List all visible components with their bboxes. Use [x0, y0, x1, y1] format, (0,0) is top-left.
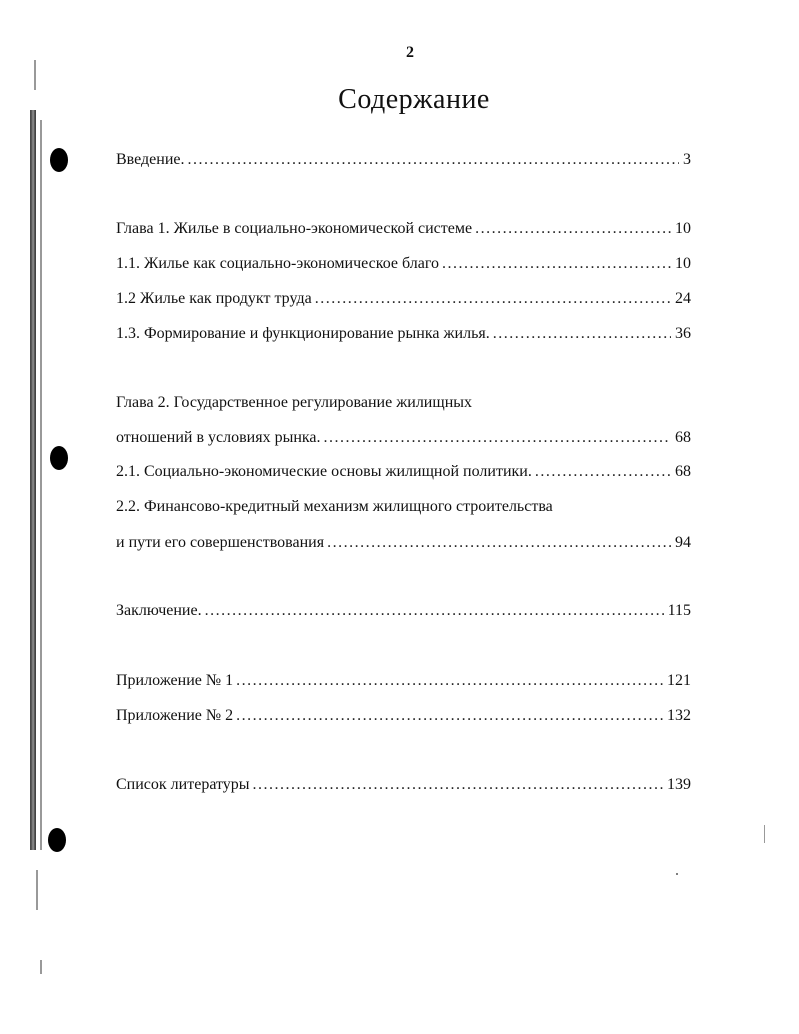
toc-entry-label: Заключение. — [116, 602, 202, 619]
punch-hole — [50, 446, 68, 470]
toc-entry-section-2-1 — [116, 461, 691, 483]
toc-entry-page: 24 — [675, 290, 691, 307]
page-title: Содержание — [338, 84, 490, 115]
toc-entry-appendix-2 — [116, 705, 691, 727]
dot-leader — [315, 288, 671, 310]
toc-entry-chapter-2-line-1: Глава 2. Государственное регулирование жилищных — [116, 394, 472, 411]
toc-entry-label: Приложение № 1 — [116, 672, 234, 689]
toc-entry-section-2-2 — [116, 532, 691, 554]
dot-leader — [188, 149, 680, 171]
toc-entry-conclusion — [116, 600, 691, 622]
toc-entry-appendix-1 — [116, 670, 691, 692]
dot-leader — [324, 427, 671, 449]
table-of-contents — [116, 0, 691, 1034]
dot-leader — [493, 323, 671, 345]
toc-entry-section-1-3 — [116, 323, 691, 345]
toc-entry-chapter-1 — [116, 218, 691, 240]
toc-entry-section-2-2-line-1: 2.2. Финансово-кредитный механизм жилищного строительства — [116, 498, 553, 515]
toc-entry-section-1-2 — [116, 288, 691, 310]
toc-entry-label: отношений в условиях рынка. — [116, 429, 321, 446]
toc-entry-introduction — [116, 149, 691, 171]
toc-entry-page: 132 — [667, 707, 691, 724]
page-number: 2 — [406, 44, 414, 61]
toc-entry-label: Приложение № 2 — [116, 707, 234, 724]
dot-leader — [236, 705, 663, 727]
toc-entry-page: 10 — [675, 220, 691, 237]
punch-hole — [50, 148, 68, 172]
toc-entry-label: Введение. — [116, 151, 185, 168]
scan-mark — [764, 825, 765, 843]
toc-entry-page: 3 — [683, 151, 691, 168]
toc-entry-label: 2.1. Социально-экономические основы жилищной политики. — [116, 463, 532, 480]
toc-entry-section-1-1 — [116, 253, 691, 275]
toc-entry-references — [116, 774, 691, 796]
toc-entry-page: 68 — [675, 463, 691, 480]
binding-edge-line — [40, 120, 42, 850]
toc-entry-page: 115 — [667, 602, 691, 619]
dot-leader — [535, 461, 671, 483]
toc-entry-label: и пути его совершенствования — [116, 534, 325, 551]
toc-entry-label: Список литературы — [116, 776, 250, 793]
toc-entry-page: 121 — [667, 672, 691, 689]
dot-leader — [327, 532, 671, 554]
dot-leader — [442, 253, 671, 275]
dot-leader — [205, 600, 664, 622]
binding-edge — [30, 110, 36, 850]
binding-speck — [36, 870, 38, 910]
dot-leader — [236, 670, 663, 692]
toc-entry-page: 94 — [675, 534, 691, 551]
punch-hole — [48, 828, 66, 852]
toc-entry-page: 10 — [675, 255, 691, 272]
binding-speck — [40, 960, 42, 974]
toc-entry-page: 139 — [667, 776, 691, 793]
toc-entry-chapter-2 — [116, 427, 691, 449]
toc-entry-label: 1.3. Формирование и функционирование рынка жилья. — [116, 325, 490, 342]
toc-entry-page: 36 — [675, 325, 691, 342]
toc-entry-label: 1.1. Жилье как социально-экономическое благо — [116, 255, 439, 272]
dot-leader — [253, 774, 663, 796]
dot-leader — [475, 218, 671, 240]
toc-entry-label: Глава 1. Жилье в социально-экономической системе — [116, 220, 473, 237]
toc-entry-page: 68 — [675, 429, 691, 446]
toc-entry-label: 1.2 Жилье как продукт труда — [116, 290, 312, 307]
